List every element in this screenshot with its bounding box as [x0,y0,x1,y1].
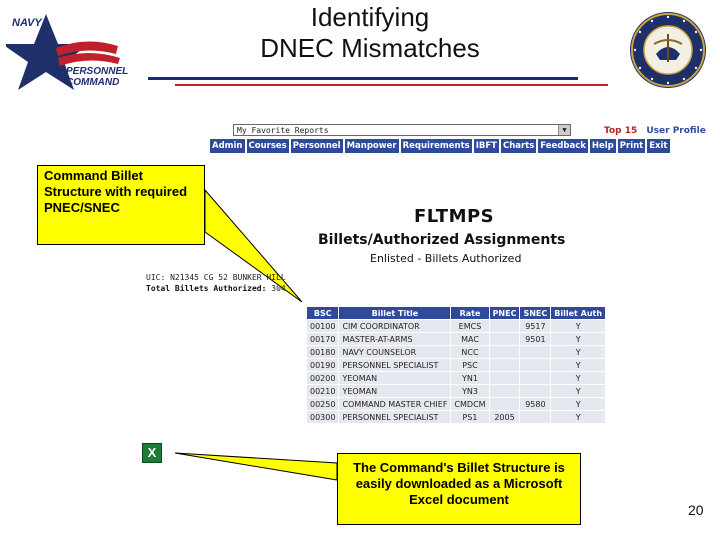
cell-bsc: 00190 [307,359,339,372]
cell-rate: PS1 [451,411,489,424]
excel-download-icon[interactable]: X [142,443,162,463]
cell-rate: EMCS [451,320,489,333]
cell-rate: CMDCM [451,398,489,411]
billet-table [306,306,606,424]
cell-billet-title: NAVY COUNSELOR [339,346,451,359]
cell-billet-auth: Y [551,372,606,385]
menu-ibft[interactable]: IBFT [475,141,497,151]
total-billets-value: 304 [271,284,286,293]
cell-billet-title: PERSONNEL SPECIALIST [339,411,451,424]
svg-text:COMMAND: COMMAND [66,77,120,88]
cell-pnec: 2005 [489,411,520,424]
cell-snec [520,359,551,372]
callout-billet-structure: Command Billet Structure with required PNEC/SNEC [37,165,205,245]
table-row [307,385,606,398]
cell-billet-auth: Y [551,359,606,372]
cell-bsc: 00200 [307,372,339,385]
top-15-link[interactable]: Top 15 [604,126,638,136]
cell-bsc: 00180 [307,346,339,359]
menu-feedback[interactable]: Feedback [540,141,586,151]
column-header-pnec[interactable]: PNEC [489,307,520,320]
menu-courses[interactable]: Courses [248,141,287,151]
cell-bsc: 00210 [307,385,339,398]
table-row [307,372,606,385]
cell-pnec [489,372,520,385]
slide-title-line2: DNEC Mismatches [260,33,480,63]
cell-rate: YN3 [451,385,489,398]
table-row [307,411,606,424]
cell-rate: NCC [451,346,489,359]
favorite-reports-value: My Favorite Reports [237,126,329,135]
menu-manpower[interactable]: Manpower [346,141,397,151]
cell-pnec [489,385,520,398]
cell-snec [520,385,551,398]
menu-help[interactable]: Help [591,141,614,151]
cell-snec [520,411,551,424]
menu-personnel[interactable]: Personnel [292,141,341,151]
cell-billet-auth: Y [551,385,606,398]
user-profile-link[interactable]: User Profile [646,126,706,136]
cell-billet-auth: Y [551,333,606,346]
page-number: 20 [688,502,704,518]
table-row [307,320,606,333]
cell-snec: 9517 [520,320,551,333]
cell-snec: 9501 [520,333,551,346]
cell-bsc: 00170 [307,333,339,346]
cell-billet-title: YEOMAN [339,372,451,385]
svg-text:PERSONNEL: PERSONNEL [66,66,129,77]
total-billets-line [146,283,286,294]
cell-billet-auth: Y [551,398,606,411]
uic-info [146,272,286,294]
cell-pnec [489,346,520,359]
cell-billet-title: PERSONNEL SPECIALIST [339,359,451,372]
cell-snec [520,372,551,385]
cell-rate: MAC [451,333,489,346]
column-header-rate[interactable]: Rate [451,307,489,320]
menu-charts[interactable]: Charts [502,141,535,151]
cell-bsc: 00300 [307,411,339,424]
menu-print[interactable]: Print [619,141,644,151]
report-title: Billets/Authorized Assignments [318,232,566,248]
column-header-billet-auth[interactable]: Billet Auth [551,307,606,320]
callout-excel-download: The Command's Billet Structure is easily downloaded as a Microsoft Excel document [337,453,581,525]
cell-billet-title: MASTER-AT-ARMS [339,333,451,346]
cell-billet-title: YEOMAN [339,385,451,398]
total-billets-label: Total Billets Authorized: [146,284,267,293]
cell-billet-auth: Y [551,346,606,359]
cell-billet-title: CIM COORDINATOR [339,320,451,333]
column-header-bsc[interactable]: BSC [307,307,339,320]
cell-pnec [489,320,520,333]
column-header-snec[interactable]: SNEC [520,307,551,320]
table-row [307,333,606,346]
column-header-billet-title[interactable]: Billet Title [339,307,451,320]
cell-pnec [489,398,520,411]
cell-billet-title: COMMAND MASTER CHIEF [339,398,451,411]
cell-bsc: 00100 [307,320,339,333]
table-row [307,398,606,411]
menu-requirements[interactable]: Requirements [402,141,470,151]
table-header-row [307,307,606,320]
cell-snec: 9580 [520,398,551,411]
table-row [307,346,606,359]
report-subtitle: Enlisted - Billets Authorized [370,252,522,265]
app-heading: FLTMPS [414,206,495,227]
menu-admin[interactable]: Admin [212,141,243,151]
cell-rate: YN1 [451,372,489,385]
cell-billet-auth: Y [551,411,606,424]
cell-pnec [489,333,520,346]
cell-bsc: 00250 [307,398,339,411]
svg-text:NAVY: NAVY [12,17,42,29]
dropdown-arrow-icon[interactable]: ▼ [558,125,570,135]
cell-snec [520,346,551,359]
slide-title-line1: Identifying [310,2,430,32]
cell-rate: PSC [451,359,489,372]
cell-billet-auth: Y [551,320,606,333]
cell-pnec [489,359,520,372]
uic-line: UIC: N21345 CG 52 BUNKER HILL [146,273,286,282]
menu-exit[interactable]: Exit [649,141,668,151]
table-row [307,359,606,372]
